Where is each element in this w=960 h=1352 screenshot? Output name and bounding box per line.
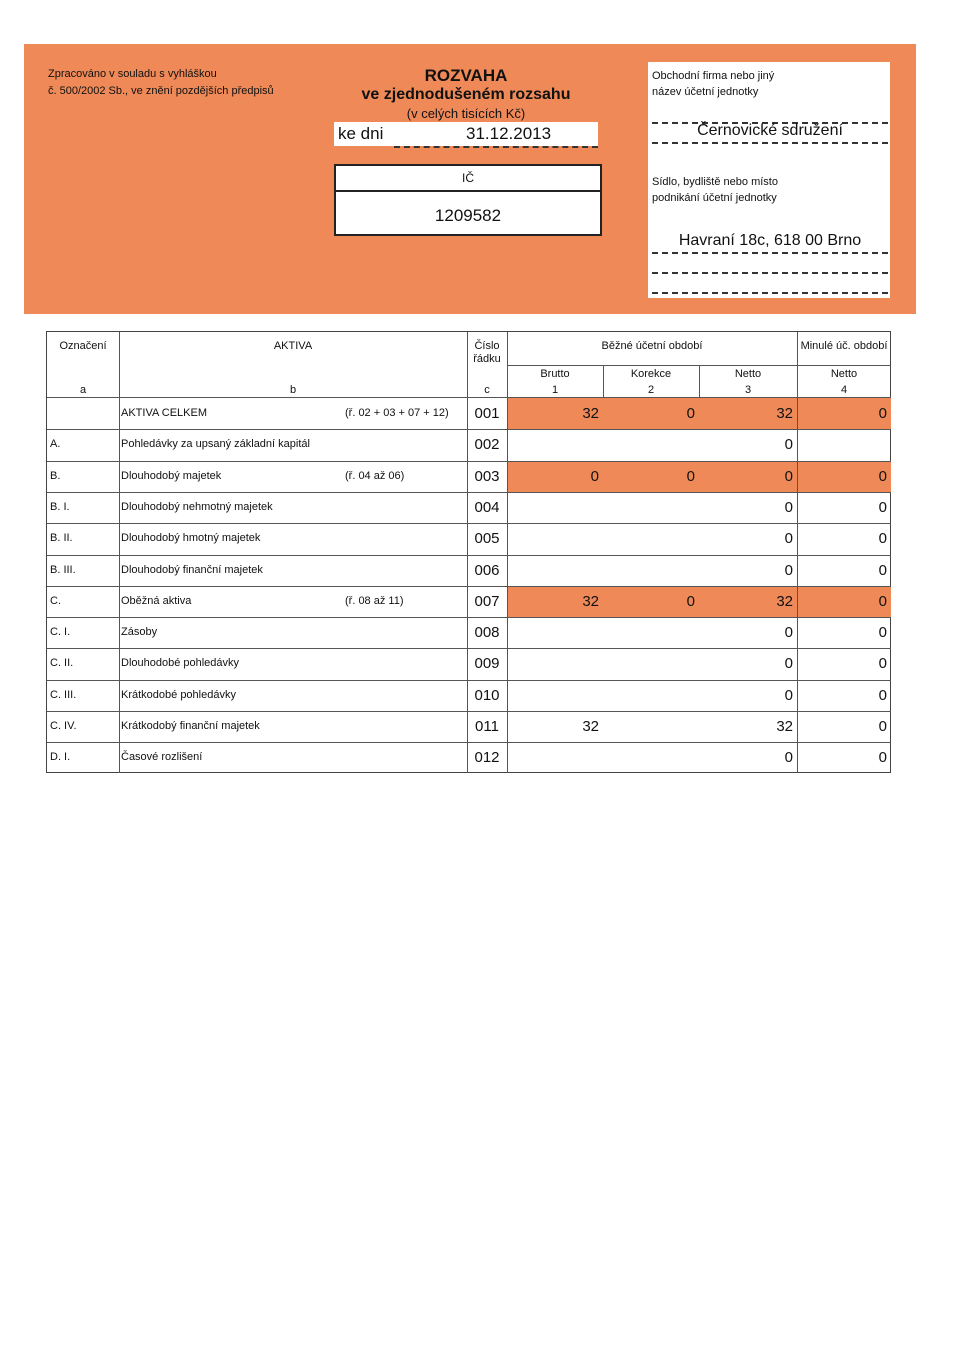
row-code: B. II.	[50, 532, 73, 545]
row-number: 006	[474, 561, 500, 579]
cell-netto-prev: 0	[878, 498, 887, 516]
vline-oznaceni	[119, 332, 120, 773]
date-label: ke dni	[338, 124, 384, 143]
row-label: Oběžná aktiva	[121, 594, 192, 607]
firm-label-1: Obchodní firma nebo jiný	[652, 70, 775, 82]
row-number: 012	[474, 749, 500, 767]
col-header-brutto: Brutto	[540, 368, 570, 380]
col-index-c: c	[484, 384, 490, 396]
col-header-bezne: Běžné účetní období	[601, 340, 703, 352]
firm-name: Černovické sdružení	[697, 122, 843, 139]
cell-netto: 0	[784, 655, 793, 673]
seat-dash-2	[652, 272, 888, 274]
row-number: 005	[474, 530, 500, 548]
row-note: (ř. 02 + 03 + 07 + 12)	[345, 407, 449, 419]
row-number: 004	[474, 498, 500, 516]
vline-aktiva	[467, 332, 468, 773]
vline-cislo	[507, 332, 508, 773]
cell-korekce: 0	[686, 405, 695, 422]
legal-basis-line2: č. 500/2002 Sb., ve znění pozdějších předpisů	[48, 85, 274, 97]
col-header-cislo-2: řádku	[473, 353, 501, 365]
cell-netto: 0	[784, 498, 793, 516]
row-note: (ř. 04 až 06)	[345, 469, 405, 482]
col-index-3: 3	[744, 384, 752, 396]
row-label: Krátkodobé pohledávky	[121, 688, 236, 701]
row-number: 002	[474, 436, 500, 454]
row-divider	[47, 586, 891, 587]
row-divider	[47, 680, 891, 681]
col-header-aktiva: AKTIVA	[273, 340, 313, 352]
cell-netto-prev: 0	[878, 561, 887, 579]
header-vline-brutto	[603, 365, 604, 397]
row-code: C. IV.	[50, 720, 77, 732]
legal-basis-line1: Zpracováno v souladu s vyhláškou	[48, 68, 217, 80]
row-number: 009	[474, 655, 500, 673]
row-code: C. III.	[50, 688, 77, 701]
row-number: 007	[474, 592, 500, 610]
col-header-korekce: Korekce	[630, 368, 672, 380]
date-underline	[394, 146, 598, 148]
cell-netto: 0	[784, 749, 793, 767]
col-index-b: b	[289, 384, 297, 396]
row-code: C.	[50, 594, 61, 607]
row-label: Zásoby	[121, 626, 158, 639]
row-label: Dlouhodobý majetek	[121, 469, 222, 482]
cell-netto: 32	[776, 592, 793, 610]
col-index-2: 2	[647, 384, 655, 396]
cell-korekce: 0	[686, 467, 695, 485]
cell-netto: 0	[784, 686, 793, 704]
row-code: B.	[50, 469, 61, 482]
cell-brutto: 32	[582, 405, 599, 422]
row-code: C. II.	[50, 657, 74, 670]
row-label: Časové rozlišení	[121, 751, 203, 764]
cell-netto-prev: 0	[878, 686, 887, 704]
cell-netto-prev: 0	[878, 749, 887, 767]
col-index-1: 1	[551, 384, 559, 396]
seat-label-1: Sídlo, bydliště nebo místo	[652, 176, 778, 188]
col-index-4: 4	[840, 384, 848, 396]
cell-netto-prev: 0	[878, 718, 887, 735]
cell-brutto: 32	[582, 592, 599, 610]
cell-netto: 0	[784, 467, 793, 485]
row-divider	[47, 648, 891, 649]
cell-netto-prev: 0	[878, 624, 887, 642]
row-label: Krátkodobý finanční majetek	[121, 720, 260, 732]
row-label: Dlouhodobý finanční majetek	[121, 563, 263, 576]
firm-label-2: název účetní jednotky	[652, 86, 759, 98]
col-header-netto-prev: Netto	[830, 368, 858, 380]
col-header-netto: Netto	[734, 368, 762, 380]
row-divider	[47, 617, 891, 618]
col-header-minule: Minulé úč. období	[800, 340, 888, 352]
ic-label: IČ	[336, 166, 600, 192]
date-value: 31.12.2013	[466, 124, 552, 143]
row-number: 001	[474, 405, 500, 422]
cell-netto: 0	[784, 624, 793, 642]
cell-netto-prev: 0	[878, 530, 887, 548]
col-header-cislo-1: Číslo	[474, 340, 500, 352]
col-index-a: a	[79, 384, 87, 396]
row-code: B. III.	[50, 563, 76, 576]
units-note: (v celých tisících Kč)	[406, 106, 526, 121]
document-title: ROZVAHA	[424, 66, 508, 85]
firm-box	[648, 62, 890, 298]
cell-netto-prev: 0	[878, 405, 887, 422]
cell-korekce: 0	[686, 592, 695, 610]
row-divider	[47, 523, 891, 524]
document-subtitle: ve zjednodušeném rozsahu	[361, 86, 571, 103]
ic-box	[334, 164, 602, 236]
cell-netto: 0	[784, 530, 793, 548]
row-number: 008	[474, 624, 500, 642]
row-number: 003	[474, 467, 500, 485]
col-header-oznaceni: Označení	[59, 340, 107, 352]
date-box	[334, 122, 598, 146]
seat-dash-1	[652, 252, 888, 254]
row-code: A.	[50, 438, 61, 451]
seat-label-2: podnikání účetní jednotky	[652, 192, 777, 204]
balance-sheet-table	[46, 331, 891, 773]
seat-value: Havraní 18c, 618 00 Brno	[678, 232, 862, 249]
form-header	[24, 44, 916, 314]
row-divider	[47, 429, 891, 430]
row-note: (ř. 08 až 11)	[345, 594, 404, 607]
cell-netto-prev: 0	[878, 592, 887, 610]
cell-netto: 0	[784, 436, 793, 454]
cell-netto-prev: 0	[878, 655, 887, 673]
row-code: B. I.	[50, 500, 70, 513]
row-label: Dlouhodobý nehmotný majetek	[121, 500, 273, 513]
cell-netto: 32	[776, 405, 793, 422]
row-label: Dlouhodobý hmotný majetek	[121, 532, 261, 545]
row-divider	[47, 461, 891, 462]
seat-dash-3	[652, 292, 888, 294]
row-number: 010	[474, 686, 500, 704]
row-label: AKTIVA CELKEM	[121, 407, 207, 419]
row-divider	[47, 492, 891, 493]
row-label: Dlouhodobé pohledávky	[121, 657, 240, 670]
cell-netto-prev: 0	[878, 467, 887, 485]
cell-brutto: 32	[582, 718, 599, 735]
ic-value: 1209582	[434, 206, 502, 225]
row-code: D. I.	[50, 751, 71, 764]
row-label: Pohledávky za upsaný základní kapitál	[121, 438, 310, 451]
vline-netto	[797, 332, 798, 773]
row-divider	[47, 555, 891, 556]
cell-netto: 0	[784, 561, 793, 579]
row-code: C. I.	[50, 626, 71, 639]
cell-netto: 32	[776, 718, 793, 735]
row-divider	[47, 711, 891, 712]
cell-brutto: 0	[590, 467, 599, 485]
firm-dash-bottom	[652, 142, 888, 144]
header-vline-korekce	[699, 365, 700, 397]
row-divider	[47, 742, 891, 743]
row-number: 011	[475, 718, 499, 735]
